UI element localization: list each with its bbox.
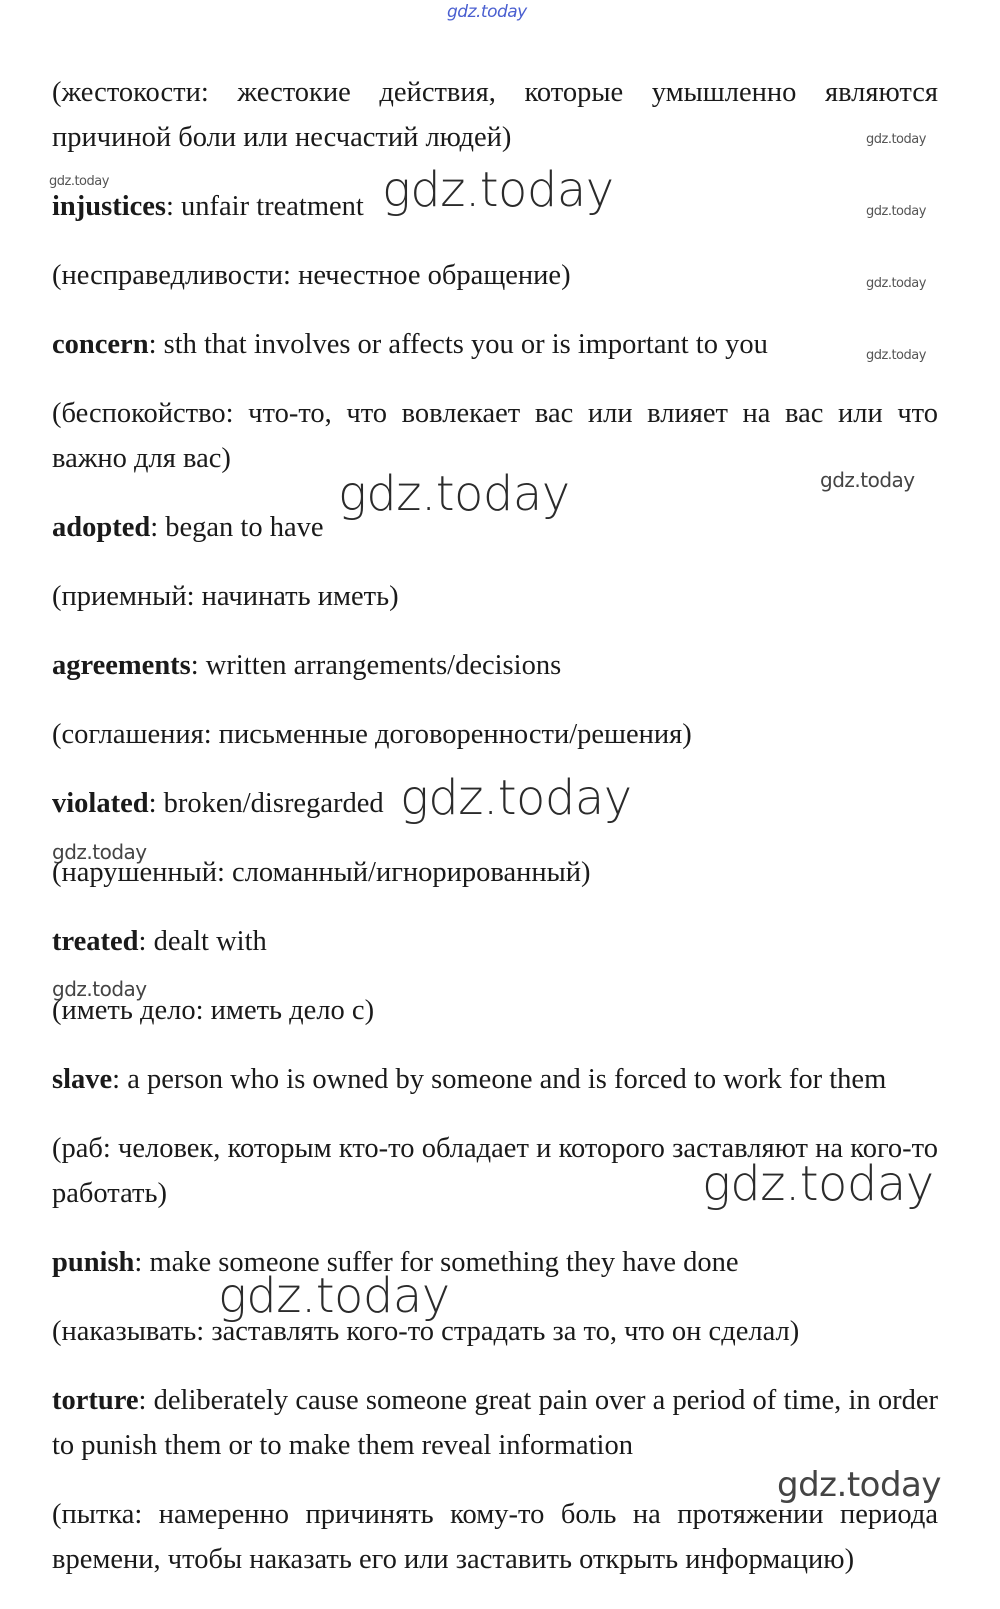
definition: : a person who is owned by someone and is forced to work for them [112, 1064, 887, 1095]
term: treated [52, 926, 139, 957]
translation-injustices: (несправедливости: нечестное обращение) [52, 260, 571, 291]
entry-slave [52, 1057, 938, 1102]
term: slave [52, 1064, 113, 1095]
watermark-large: gdz.today [400, 770, 632, 826]
entry-punish [52, 1240, 938, 1285]
translation-concern: (беспокойство: что-то, что вовлекает вас или влияет на вас или что важно для вас) [52, 398, 938, 474]
watermark-small: gdz.today [866, 276, 926, 291]
vocabulary-document [52, 70, 938, 1582]
entry-injustices [52, 184, 938, 229]
watermark-small: gdz.today [866, 348, 926, 363]
watermark-large: gdz.today [338, 466, 570, 522]
watermark-medium: gdz.today [52, 840, 147, 864]
definition: : unfair treatment [166, 191, 364, 222]
translation-agreements: (соглашения: письменные договоренности/решения) [52, 719, 692, 750]
entry-torture [52, 1378, 938, 1468]
definition: : sth that involves or affects you or is important to you [148, 329, 768, 360]
translation-violated: (нарушенный: сломанный/игнорированный) [52, 857, 591, 888]
translation-torture: (пытка: намеренно причинять кому-то боль на протяжении периода времени, чтобы наказать его или заставить открыть информацию) [52, 1499, 938, 1575]
definition: : dealt with [138, 926, 267, 957]
translation-punish: (наказывать: заставлять кого-то страдать за то, что он сделал) [52, 1316, 800, 1347]
watermark-small: gdz.today [866, 204, 926, 219]
watermark-large: gdz.today [382, 162, 614, 218]
watermark-top: gdz.today [447, 2, 527, 22]
entry-treated [52, 919, 938, 964]
term: torture [52, 1385, 139, 1416]
watermark-medium: gdz.today [777, 1465, 941, 1505]
definition: : deliberately cause someone great pain over a period of time, in order to punish them or to make them reveal information [52, 1385, 938, 1461]
watermark-medium: gdz.today [52, 977, 147, 1001]
term: concern [52, 329, 149, 360]
entry-agreements [52, 643, 938, 688]
entry-adopted [52, 505, 938, 550]
translation-treated: (иметь дело: иметь дело с) [52, 995, 375, 1026]
definition: : broken/disregarded [148, 788, 384, 819]
watermark-large: gdz.today [218, 1268, 450, 1324]
term: adopted [52, 512, 151, 543]
term: agreements [52, 650, 191, 681]
translation-cruelties: (жестокости: жестокие действия, которые умышленно являются причиной боли или несчастий людей) [52, 77, 938, 153]
definition: : written arrangements/decisions [190, 650, 562, 681]
translation-adopted: (приемный: начинать иметь) [52, 581, 399, 612]
watermark-large: gdz.today [702, 1156, 934, 1212]
term: injustices [52, 191, 166, 222]
watermark-small: gdz.today [866, 132, 926, 147]
definition: : make someone suffer for something they have done [134, 1247, 739, 1278]
term: punish [52, 1247, 135, 1278]
translation-slave: (раб: человек, которым кто-то обладает и которого заставляют на кого-то работать) [52, 1133, 938, 1209]
definition: : began to have [150, 512, 324, 543]
term: violated [52, 788, 149, 819]
watermark-small: gdz.today [49, 174, 109, 189]
watermark-medium: gdz.today [820, 468, 915, 492]
entry-concern [52, 322, 938, 367]
entry-violated [52, 781, 938, 826]
